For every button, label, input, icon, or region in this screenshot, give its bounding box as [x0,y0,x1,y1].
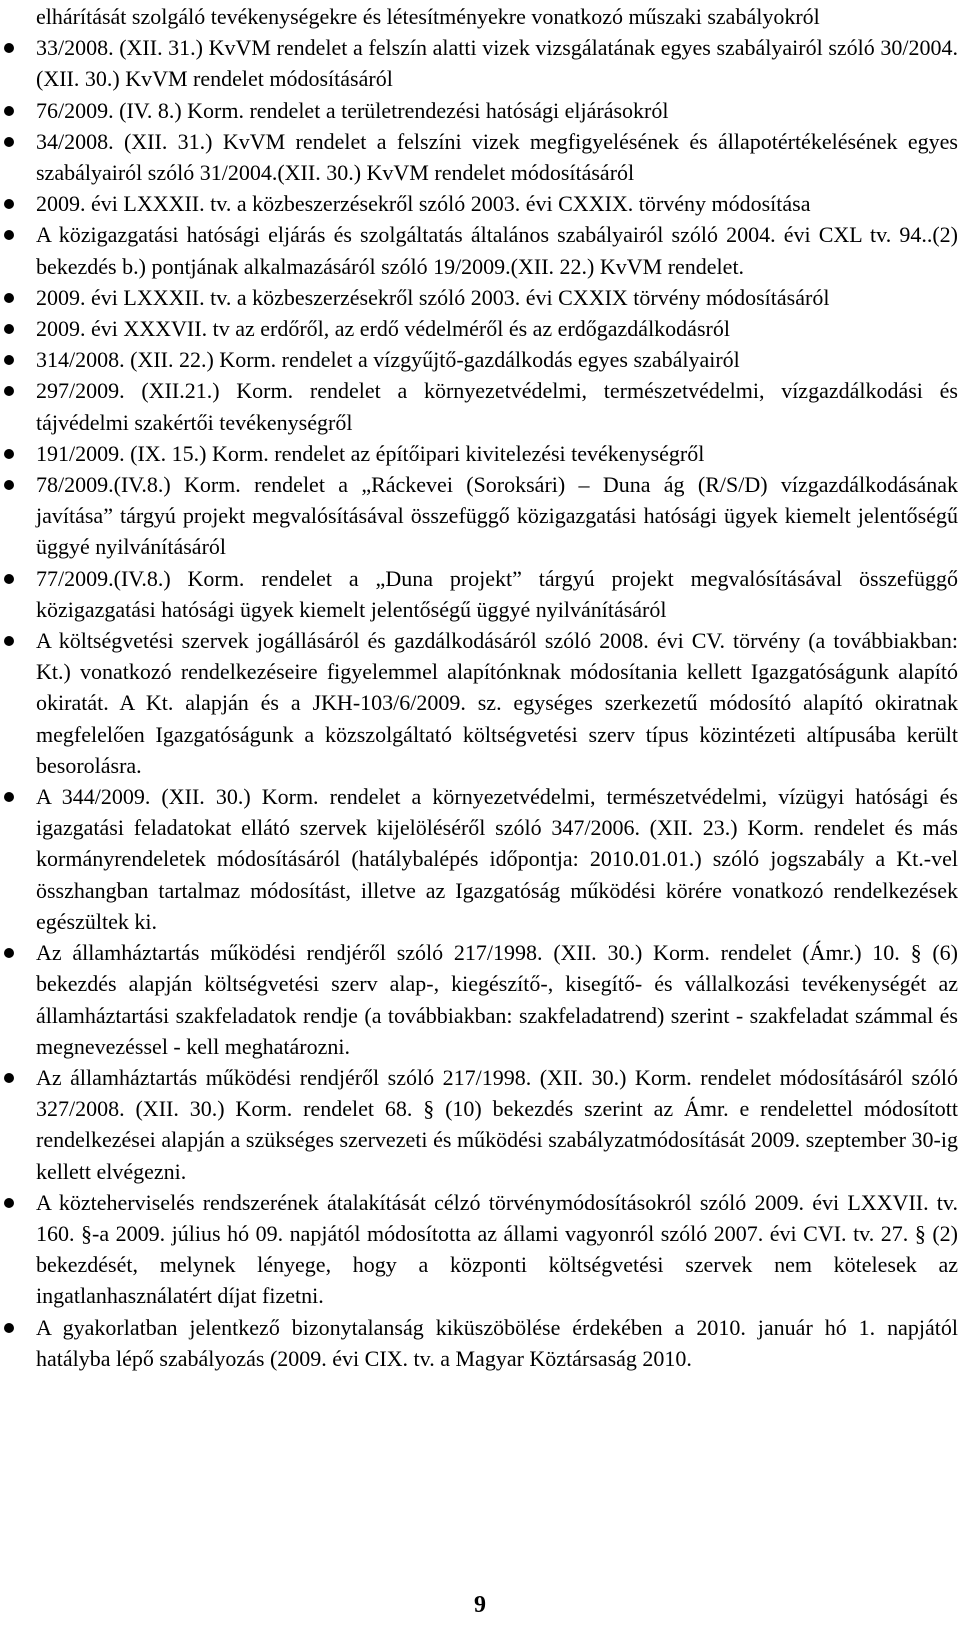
page-number: 9 [474,1592,486,1618]
bullet-icon [4,230,14,240]
bullet-icon [4,574,14,584]
bullet-icon [4,106,14,116]
list-item-text: Az államháztartás működési rendjéről szóló 217/1998. (XII. 30.) Korm. rendelet (Ámr.) 10. § (6) bekezdés alapján költségvetési szerv alap-, kiegészítő-, kisegítő- és vállalkozási tevékenységét az államháztartási szakfeladatok rendje (a továbbiakban: szakfeladatrend) szerint - szakfeladat számmal és megnevezéssel - kell meghatározni. [36,940,958,1059]
list-item-text: A közigazgatási hatósági eljárás és szolgáltatás általános szabályairól szóló 2004. évi CXL tv. 94..(2) bekezdés b.) pontjának alkalmazásáról szóló 19/2009.(XII. 22.) KvVM rendelet. [36,222,958,279]
list-item-text: 78/2009.(IV.8.) Korm. rendelet a „Ráckevei (Soroksári) – Duna ág (R/S/D) vízgazdálkodásának javítása” tárgyú projekt megvalósításával összefüggő közigazgatási hatósági ügyek kiemelt jelentőségű üggyé nyilvánításáról [36,472,958,560]
list-item [0,937,958,1062]
bullet-icon [4,792,14,802]
list-item [0,95,958,126]
list-item-text: A közteherviselés rendszerének átalakítását célzó törvénymódosításokról szóló 2009. évi LXXVII. tv. 160. §-a 2009. július hó 09. napjától módosította az állami vagyonról szóló 2007. évi CVI. tv. 27. § (2) bekezdését, melynek lényege, hogy a központi költségvetési szervek nem kötelesek az ingatlanhasználatért díjat fizetni. [36,1189,958,1309]
list-item-text: 297/2009. (XII.21.) Korm. rendelet a környezetvédelmi, természetvédelmi, vízgazdálkodási és tájvédelmi szakértői tevékenységről [36,378,958,435]
list-item [0,188,958,219]
list-item [0,438,958,469]
list-item-text: A költségvetési szervek jogállásáról és gazdálkodásáról szóló 2008. évi CV. törvény (a továbbiakban: Kt.) vonatkozó rendelkezéseire figyelemmel alapítónknak módosítania kellett Igazgatóságunk alapító okiratát. A Kt. alapján és a JKH-103/6/2009. sz. egységes szerkezetű módosító alapító okiratnak megfelelően Igazgatóságunk a közszolgáltató költségvetési szerv típus közintézeti altípusába került besorolásra. [36,628,958,778]
bullet-icon [4,1198,14,1208]
list-item-text: A 344/2009. (XII. 30.) Korm. rendelet a környezetvédelmi, természetvédelmi, vízügyi hatósági és igazgatási feladatokat ellátó szervek kijelöléséről szóló 347/2006. (XII. 23.) Korm. rendelet és más kormányrendeletek módosításáról (hatálybalépés időpontja: 2010.01.01.) szóló jogszabály a Kt.-vel összhangban tartalmaz módosítást, illetve az Igazgatóság működési körére vonatkozó rendelkezések egészültek ki. [36,784,958,934]
list-item [0,219,958,281]
continuation-text: elhárítását szolgáló tevékenységekre és létesítményekre vonatkozó műszaki szabályokról [36,4,820,29]
document-body [0,1,958,1374]
bullet-icon [4,293,14,303]
list-item-text: 2009. évi LXXXII. tv. a közbeszerzésekről szóló 2003. évi CXXIX. törvény módosítása [36,191,811,217]
list-item [0,563,958,625]
list-item [0,1062,958,1187]
list-item [0,781,958,937]
list-item-text: Az államháztartás működési rendjéről szóló 217/1998. (XII. 30.) Korm. rendelet módosításáról szóló 327/2008. (XII. 30.) Korm. rendelet 68. § (10) bekezdés szerint az Ámr. e rendelettel módosított rendelkezései alapján a szükséges szervezeti és működési szabályzatmódosítását 2009. szeptember 30-ig kellett elvégezni. [36,1064,958,1184]
list-item [0,1187,958,1312]
bullet-icon [4,1073,14,1083]
list-item [0,375,958,437]
list-item-text: 34/2008. (XII. 31.) KvVM rendelet a felszíni vizek megfigyelésének és állapotértékelésének egyes szabályairól szóló 31/2004.(XII. 30.) KvVM rendelet módosításáról [36,128,958,186]
bullet-icon [4,948,14,958]
list-item [0,625,958,781]
bullet-icon [4,43,14,53]
bullet-icon [4,355,14,365]
list-item-text: 2009. évi XXXVII. tv az erdőről, az erdő védelméről és az erdőgazdálkodásról [36,316,730,342]
list-item [0,1312,958,1374]
list-item-text: A gyakorlatban jelentkező bizonytalanság kiküszöbölése érdekében a 2010. január hó 1. napjától hatályba lépő szabályozás (2009. évi CIX. tv. a Magyar Köztársaság 2010. [36,1314,958,1371]
list-item-text: 314/2008. (XII. 22.) Korm. rendelet a vízgyűjtő-gazdálkodás egyes szabályairól [36,347,740,373]
bullet-icon [4,386,14,396]
list-item [0,313,958,344]
bullet-icon [4,636,14,646]
bullet-icon [4,1323,14,1333]
list-item-text: 33/2008. (XII. 31.) KvVM rendelet a felszín alatti vizek vizsgálatának egyes szabályairól szóló 30/2004. (XII. 30.) KvVM rendelet módosításáról [36,35,958,92]
list-item-text: 2009. évi LXXXII. tv. a közbeszerzésekről szóló 2003. évi CXXIX törvény módosításáról [36,284,830,310]
list-item [0,344,958,375]
bullet-icon [4,480,14,490]
bullet-icon [4,199,14,209]
list-item [0,282,958,313]
list-item [0,126,958,188]
bullet-icon [4,324,14,334]
list-item-text: 77/2009.(IV.8.) Korm. rendelet a „Duna projekt” tárgyú projekt megvalósításával összefüggő közigazgatási hatósági ügyek kiemelt jelentőségű üggyé nyilvánításáról [36,565,958,622]
list-item-text: 76/2009. (IV. 8.) Korm. rendelet a területrendezési hatósági eljárásokról [36,97,669,123]
list-item-text: 191/2009. (IX. 15.) Korm. rendelet az építőipari kivitelezési tevékenységről [36,440,705,466]
list-item [0,469,958,563]
bullet-icon [4,449,14,459]
regulation-list [0,32,958,1374]
bullet-icon [4,137,14,147]
list-item [0,32,958,94]
